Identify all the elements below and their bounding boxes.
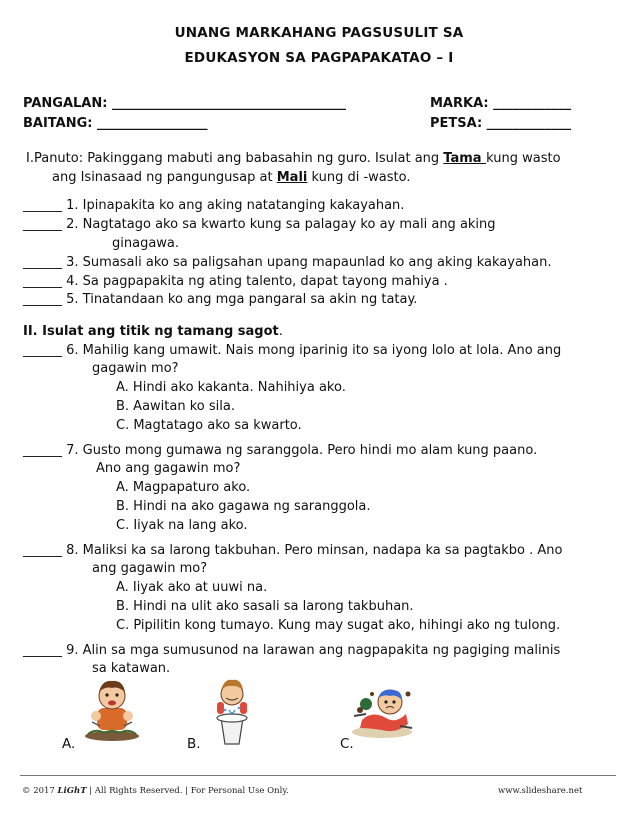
question-8-choice-a: A. Iiyak ako at uuwi na. xyxy=(116,580,268,595)
question-8-choice-b: B. Hindi na ulit ako sasali sa larong takbuhan. xyxy=(116,599,414,614)
question-6-choice-b: B. Aawitan ko sila. xyxy=(116,399,235,414)
question-8-choice-c: C. Pipilitin kong tumayo. Kung may sugat ako, hihingi ako ng tulong. xyxy=(116,618,561,633)
question-7-choice-b: B. Hindi na ako gagawa ng saranggola. xyxy=(116,499,371,514)
part1-instruction-line2: ang Isinasaad ng pangungusap at Mali kung di -wasto. xyxy=(52,170,411,185)
item-4: ______ 4. Sa pagpapakita ng ating talento, dapat tayong mahiya . xyxy=(23,274,448,289)
question-6-choice-c: C. Magtatago ako sa kwarto. xyxy=(116,418,302,433)
item-5: ______ 5. Tinatandaan ko ang mga pangaral sa akin ng tatay. xyxy=(23,292,418,307)
muddy-child-picture xyxy=(346,680,418,742)
choice-letter-c: C. xyxy=(340,736,354,752)
footer-brand: LiGhT xyxy=(57,786,87,796)
part2-heading: II. Isulat ang titik ng tamang sagot. xyxy=(23,324,283,339)
footer-copyright: © 2017 LiGhT | All Rights Reserved. | For Personal Use Only. xyxy=(22,786,289,796)
question-8-cont: ang gagawin mo? xyxy=(92,561,208,576)
mali-keyword: Mali xyxy=(276,170,308,185)
question-9-cont: sa katawan. xyxy=(92,661,171,676)
item-3: ______ 3. Sumasali ako sa paligsahan upang mapaunlad ko ang aking kakayahan. xyxy=(23,255,552,270)
question-6-choice-a: A. Hindi ako kakanta. Nahihiya ako. xyxy=(116,380,346,395)
question-7-cont: Ano ang gagawin mo? xyxy=(96,461,241,476)
question-7-choice-a: A. Magpapaturo ako. xyxy=(116,480,251,495)
question-7: ______ 7. Gusto mong gumawa ng saranggola. Pero hindi mo alam kung paano. xyxy=(23,443,538,458)
question-6-cont: gagawin mo? xyxy=(92,361,179,376)
question-8: ______ 8. Maliksi ka sa larong takbuhan. Pero minsan, nadapa ka sa pagtakbo . Ano xyxy=(23,543,563,558)
footer-site-link[interactable]: www.slideshare.net xyxy=(498,786,583,796)
baitang-field: BAITANG: _________________ xyxy=(23,116,208,131)
question-9: ______ 9. Alin sa mga sumusunod na larawan ang nagpapakita ng pagiging malinis xyxy=(23,643,561,658)
pangalan-field: PANGALAN: ____________________________________ xyxy=(23,96,346,111)
footer-divider xyxy=(20,775,616,776)
choice-letter-a: A. xyxy=(62,736,76,752)
marka-field: MARKA: ____________ xyxy=(430,96,572,111)
item-2: ______ 2. Nagtatago ako sa kwarto kung sa palagay ko ay mali ang aking xyxy=(23,217,496,232)
page-title-line2: EDUKASYON SA PAGPAPAKATAO – I xyxy=(184,50,454,66)
question-7-choice-c: C. Iiyak na lang ako. xyxy=(116,518,248,533)
tama-keyword: Tama xyxy=(443,151,487,166)
petsa-field: PETSA: _____________ xyxy=(430,116,572,131)
part1-instruction-line1: I.Panuto: Pakinggang mabuti ang babasahin ng guro. Isulat ang Tama kung wasto xyxy=(26,151,561,166)
choice-letter-b: B. xyxy=(187,736,201,752)
question-6: ______ 6. Mahilig kang umawit. Nais mong iparinig ito sa iyong lolo at lola. Ano ang xyxy=(23,343,562,358)
messy-eating-child-picture xyxy=(82,676,142,742)
item-2-cont: ginagawa. xyxy=(112,236,180,251)
item-1: ______ 1. Ipinapakita ko ang aking natatanging kakayahan. xyxy=(23,198,405,213)
washing-at-sink-picture xyxy=(203,672,261,748)
page-title-line1: UNANG MARKAHANG PAGSUSULIT SA xyxy=(174,25,464,41)
